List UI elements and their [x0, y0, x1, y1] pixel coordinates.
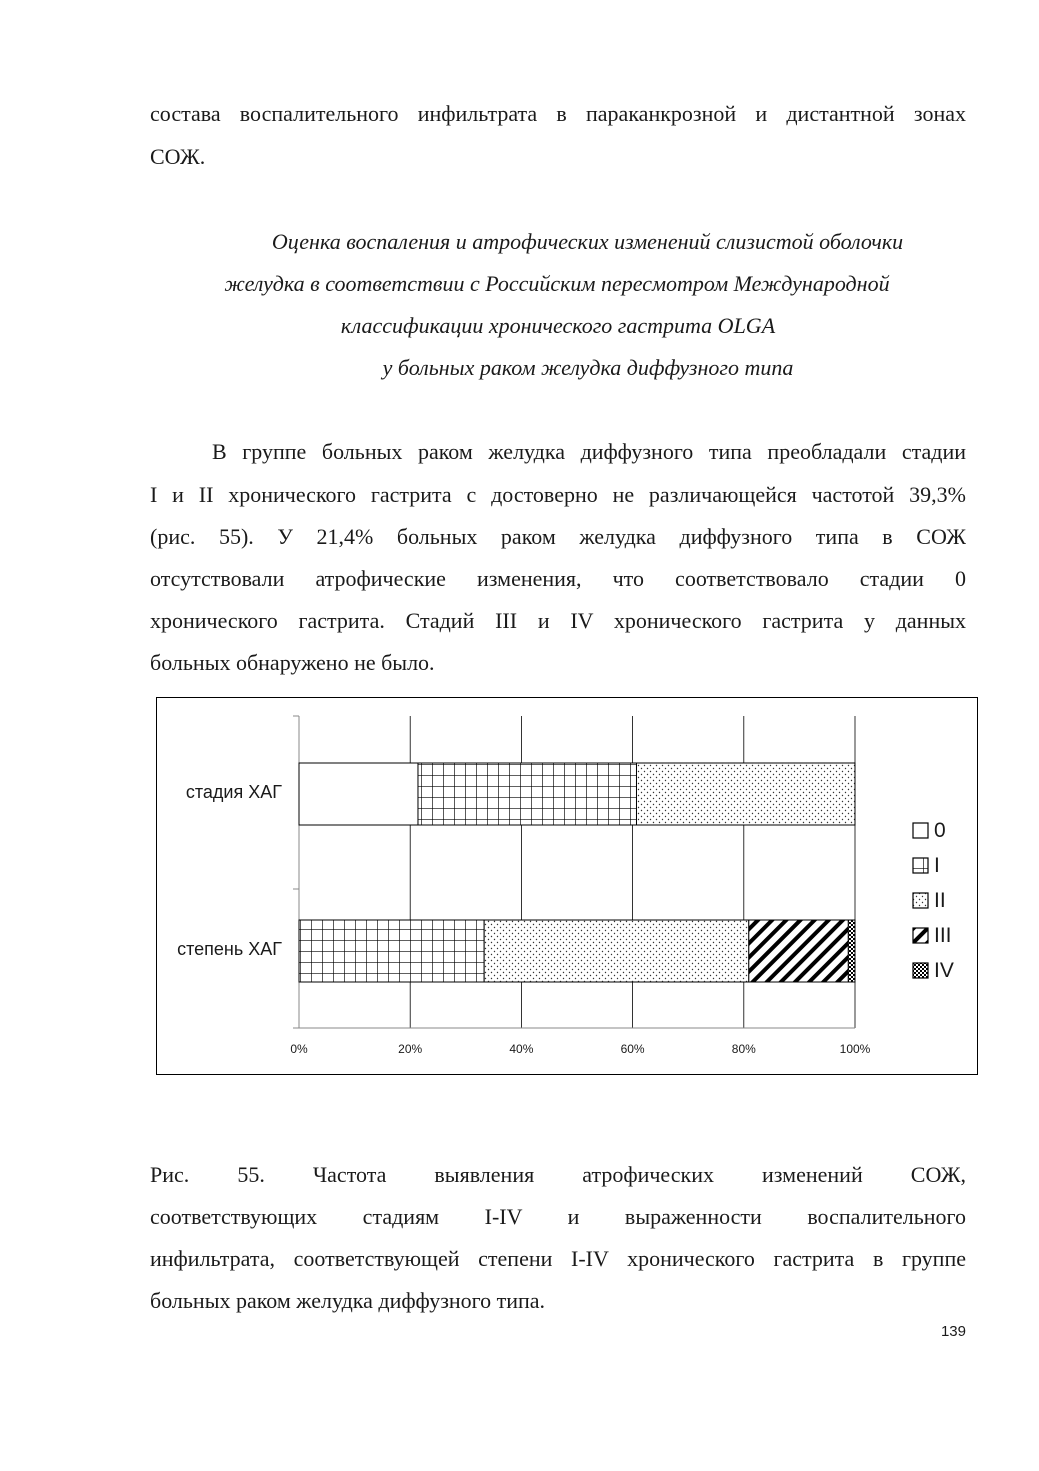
legend-item: [912, 953, 954, 988]
legend-swatch: [912, 927, 930, 945]
legend-swatch: [912, 962, 930, 980]
bar-segment: [418, 763, 637, 825]
intro-line-2: СОЖ.: [150, 144, 206, 169]
figure-caption-line-3: инфильтрата, соответствующей степени I-IV хронического гастрита в группе: [150, 1246, 966, 1271]
legend-item: [912, 883, 954, 918]
legend-label: III: [934, 923, 952, 947]
legend-item: [912, 813, 954, 848]
x-tick-label: 40%: [509, 1042, 534, 1056]
legend-label: IV: [934, 958, 954, 982]
x-tick-label: 60%: [620, 1042, 645, 1056]
category-label: стадия ХАГ: [185, 782, 282, 802]
legend-swatch: [912, 892, 930, 910]
chart-figure: [156, 697, 978, 1075]
paragraph-line-1: В группе больных раком желудка диффузного типа преобладали стадии: [212, 439, 966, 464]
paragraph-line-2: I и II хронического гастрита с достоверно не различающейся частотой 39,3%: [150, 482, 966, 507]
legend-swatch: [912, 857, 930, 875]
paragraph-line-5: хронического гастрита. Стадий III и IV хронического гастрита у данных: [150, 608, 966, 633]
intro-line-1: состава воспалительного инфильтрата в параканкрозной и дистантной зонах: [150, 101, 966, 126]
x-tick-label: 0%: [290, 1042, 308, 1056]
x-tick-label: 80%: [731, 1042, 756, 1056]
paragraph-line-3: (рис. 55). У 21,4% больных раком желудка диффузного типа в СОЖ: [150, 524, 966, 549]
legend-label: I: [934, 853, 940, 877]
legend-label: 0: [934, 818, 946, 842]
figure-caption-line-4: больных раком желудка диффузного типа.: [150, 1288, 546, 1313]
bar-segment: [484, 920, 749, 982]
section-heading-line-4: у больных раком желудка диффузного типа: [382, 355, 794, 380]
legend-item: [912, 848, 954, 883]
bar-segment: [299, 920, 484, 982]
x-tick-label: 100%: [839, 1042, 871, 1056]
bar-segment: [299, 763, 418, 825]
figure-caption-line-2: соответствующих стадиям I-IV и выраженности воспалительного: [150, 1204, 966, 1229]
figure-caption-line-1: Рис. 55. Частота выявления атрофических изменений СОЖ,: [150, 1162, 966, 1187]
bar-segment: [749, 920, 849, 982]
x-tick-label: 20%: [398, 1042, 423, 1056]
paragraph-line-6: больных обнаружено не было.: [150, 650, 435, 675]
section-heading-line-3: классификации хронического гастрита OLGA: [340, 313, 776, 338]
chart-legend: [912, 813, 954, 988]
legend-swatch: [912, 822, 930, 840]
bar-segment: [848, 920, 855, 982]
bar-segment: [636, 763, 855, 825]
stacked-bar-chart: [157, 698, 977, 1074]
paragraph-line-4: отсутствовали атрофические изменения, что соответствовало стадии 0: [150, 566, 966, 591]
legend-label: II: [934, 888, 946, 912]
category-label: степень ХАГ: [177, 939, 282, 959]
legend-item: [912, 918, 954, 953]
section-heading-line-1: Оценка воспаления и атрофических изменений слизистой оболочки: [271, 229, 904, 254]
page-number: 139: [940, 1323, 966, 1340]
section-heading-line-2: желудка в соответствии с Российским пересмотром Международной: [224, 271, 890, 296]
